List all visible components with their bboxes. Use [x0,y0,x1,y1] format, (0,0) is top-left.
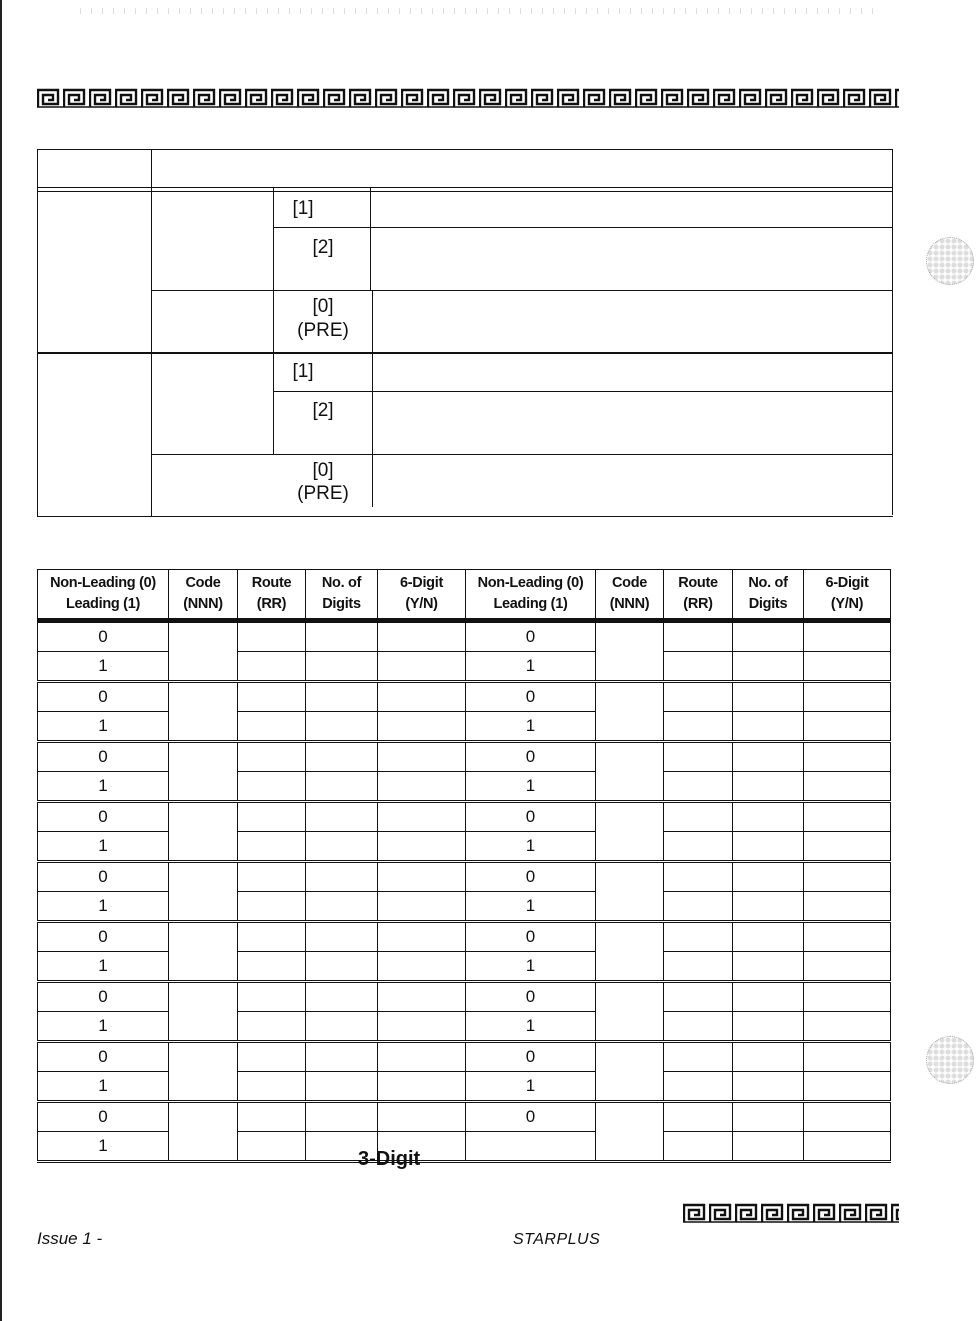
leading-flag-cell: 1 [38,1072,169,1102]
six-digit-entry-cell[interactable] [804,802,891,832]
leading-flag-cell: 1 [466,1012,596,1042]
code-entry-cell[interactable] [596,982,664,1042]
column-header-line1: Route [678,575,718,591]
six-digit-entry-cell[interactable] [378,892,466,922]
route-entry-cell[interactable] [238,892,306,922]
leading-flag-cell: 1 [38,952,169,982]
table-row [38,952,891,982]
code-entry-cell[interactable] [169,1042,238,1102]
six-digit-entry-cell[interactable] [804,952,891,982]
digits-entry-cell[interactable] [733,682,804,712]
route-entry-cell[interactable] [664,862,733,892]
column-header-line1: No. of [748,575,788,591]
table-row [38,892,891,922]
binder-hole-bottom [926,1036,974,1084]
digits-entry-cell[interactable] [733,772,804,802]
digits-entry-cell[interactable] [306,892,378,922]
digits-entry-cell[interactable] [306,682,378,712]
leading-flag-cell: 1 [38,772,169,802]
digits-entry-cell[interactable] [733,802,804,832]
leading-flag-cell: 0 [466,862,596,892]
leading-flag-cell: 0 [38,862,169,892]
table-row [38,712,891,742]
greek-key-border-top [37,88,899,108]
column-header-line1: No. of [321,575,362,591]
code-entry-cell[interactable] [169,922,238,982]
digits-entry-cell[interactable] [733,742,804,772]
digits-entry-cell[interactable] [733,712,804,742]
leading-flag-cell: 0 [466,682,596,712]
section1-option-1: [1] [292,198,314,219]
route-entry-cell[interactable] [664,892,733,922]
code-entry-cell[interactable] [169,1102,238,1162]
column-header [169,570,238,621]
binder-hole-top [926,237,974,285]
route-entry-cell[interactable] [238,1012,306,1042]
digits-entry-cell[interactable] [733,892,804,922]
code-entry-cell[interactable] [596,621,664,682]
code-entry-cell[interactable] [169,982,238,1042]
leading-flag-cell: 0 [38,742,169,772]
route-entry-cell[interactable] [238,952,306,982]
column-header-line2: Leading (1) [493,596,568,612]
digits-entry-cell[interactable] [306,652,378,682]
six-digit-entry-cell[interactable] [378,982,466,1012]
column-header [378,570,466,621]
route-entry-cell[interactable] [664,1072,733,1102]
column-header-line1: Non-Leading (0) [50,575,156,591]
route-entry-cell[interactable] [664,772,733,802]
table-row [38,862,891,892]
leading-flag-cell: 1 [38,1012,169,1042]
six-digit-entry-cell[interactable] [804,712,891,742]
column-header-line2: Leading (1) [65,596,141,612]
column-header-line1: 6-Digit [399,575,443,591]
scan-noise [80,8,880,14]
footer-issue: Issue 1 - [37,1229,103,1248]
six-digit-entry-cell[interactable] [378,742,466,772]
table-row [38,922,891,952]
table-row [38,621,891,652]
digits-entry-cell[interactable] [306,1042,378,1072]
table-row [38,1042,891,1072]
route-entry-cell[interactable] [238,712,306,742]
column-header-line2: (Y/N) [405,596,438,612]
digits-entry-cell[interactable] [306,832,378,862]
six-digit-entry-cell[interactable] [378,621,466,652]
route-entry-cell[interactable] [664,742,733,772]
leading-flag-cell: 0 [466,742,596,772]
table-row [38,1132,891,1162]
table-row [38,772,891,802]
section2-default: (PRE) [297,483,349,504]
route-entry-cell[interactable] [664,1102,733,1132]
six-digit-entry-cell[interactable] [378,1042,466,1072]
column-header-line2: (Y/N) [830,596,864,612]
route-entry-cell[interactable] [664,682,733,712]
six-digit-entry-cell[interactable] [804,772,891,802]
section1-option-2: [2] [312,237,334,258]
six-digit-entry-cell[interactable] [804,1012,891,1042]
six-digit-entry-cell[interactable] [804,1132,891,1162]
code-entry-cell[interactable] [169,862,238,922]
six-digit-entry-cell[interactable] [378,832,466,862]
route-entry-cell[interactable] [238,832,306,862]
route-entry-cell[interactable] [664,982,733,1012]
route-entry-cell[interactable] [664,652,733,682]
column-header-line1: Non-Leading (0) [477,575,584,591]
six-digit-entry-cell[interactable] [804,1042,891,1072]
column-header [664,570,733,621]
column-header [733,570,804,621]
table-row [38,802,891,832]
code-entry-cell[interactable] [596,1042,664,1102]
leading-flag-cell: 1 [38,652,169,682]
digits-entry-cell[interactable] [306,621,378,652]
column-header-line2: Digits [748,596,788,612]
six-digit-entry-cell[interactable] [804,892,891,922]
code-entry-cell[interactable] [169,621,238,682]
leading-flag-cell: 1 [466,772,596,802]
route-entry-cell[interactable] [664,1132,733,1162]
table-row [38,1012,891,1042]
route-entry-cell[interactable] [664,621,733,652]
column-header [804,570,891,621]
section1-option-0: [0] [312,296,334,317]
digits-entry-cell[interactable] [306,802,378,832]
six-digit-entry-cell[interactable] [804,832,891,862]
six-digit-entry-cell[interactable] [378,922,466,952]
column-header [466,570,596,621]
leading-flag-cell: 1 [38,1132,169,1162]
six-digit-entry-cell[interactable] [804,922,891,952]
program-options-table [37,149,893,517]
code-entry-cell[interactable] [596,1102,664,1162]
footer-product: STARPLUS [513,1231,601,1248]
six-digit-entry-cell[interactable] [378,1102,466,1132]
table-row [38,742,891,772]
column-header-line2: (NNN) [183,596,223,612]
leading-flag-cell: 1 [38,832,169,862]
leading-flag-cell: 0 [38,1102,169,1132]
leading-flag-cell: 0 [38,922,169,952]
six-digit-entry-cell[interactable] [378,1012,466,1042]
code-entry-cell[interactable] [596,802,664,862]
leading-flag-cell: 0 [466,922,596,952]
digits-entry-cell[interactable] [733,922,804,952]
digits-entry-cell[interactable] [733,1132,804,1162]
leading-flag-cell: 1 [38,712,169,742]
route-entry-cell[interactable] [238,862,306,892]
column-header-line1: 6-Digit [825,575,869,591]
route-entry-cell[interactable] [238,772,306,802]
digits-entry-cell[interactable] [306,1102,378,1132]
section1-default: (PRE) [297,320,349,341]
leading-flag-cell: 0 [38,982,169,1012]
six-digit-entry-cell[interactable] [378,952,466,982]
route-entry-cell[interactable] [664,712,733,742]
digits-entry-cell[interactable] [733,1012,804,1042]
six-digit-entry-cell[interactable] [804,862,891,892]
table-row [38,1072,891,1102]
column-header-line1: Code [611,575,648,591]
leading-flag-cell: 1 [466,952,596,982]
column-header [306,570,378,621]
greek-key-border-bottom [683,1203,899,1223]
leading-flag-cell: 1 [466,892,596,922]
section2-option-2: [2] [312,400,334,421]
code-entry-cell[interactable] [169,802,238,862]
column-header-line2: (NNN) [609,596,650,612]
column-header [596,570,664,621]
six-digit-entry-cell[interactable] [804,621,891,652]
code-entry-cell[interactable] [169,682,238,742]
six-digit-entry-cell[interactable] [804,1072,891,1102]
six-digit-entry-cell[interactable] [804,682,891,712]
route-entry-cell[interactable] [238,802,306,832]
leading-flag-cell: 1 [466,832,596,862]
code-entry-table [37,569,891,1163]
leading-flag-cell: 1 [38,892,169,922]
leading-flag-cell: 1 [466,1072,596,1102]
six-digit-entry-cell[interactable] [378,682,466,712]
route-entry-cell[interactable] [664,832,733,862]
leading-flag-cell: 0 [466,1042,596,1072]
digits-entry-cell[interactable] [306,922,378,952]
code-entry-cell[interactable] [596,742,664,802]
digits-entry-cell[interactable] [306,952,378,982]
column-header-line2: Digits [322,596,361,612]
leading-flag-cell: 0 [38,1042,169,1072]
route-entry-cell[interactable] [238,922,306,952]
column-header-line2: (RR) [683,596,713,612]
leading-flag-cell: 1 [466,652,596,682]
digits-entry-cell[interactable] [733,621,804,652]
route-entry-cell[interactable] [238,1132,306,1162]
table-row [38,1102,891,1132]
digits-entry-cell[interactable] [306,712,378,742]
route-entry-cell[interactable] [238,982,306,1012]
digits-entry-cell[interactable] [306,742,378,772]
digits-entry-cell[interactable] [733,862,804,892]
leading-flag-cell: 0 [466,621,596,652]
route-entry-cell[interactable] [238,652,306,682]
route-entry-cell[interactable] [238,1072,306,1102]
page-edge [0,0,2,1321]
code-entry-cell[interactable] [596,922,664,982]
code-entry-cell[interactable] [596,862,664,922]
route-entry-cell[interactable] [238,1102,306,1132]
section2-option-0: [0] [312,460,334,481]
six-digit-entry-cell[interactable] [804,982,891,1012]
six-digit-entry-cell[interactable] [804,1102,891,1132]
column-header-line1: Code [185,575,221,591]
digits-entry-cell[interactable] [306,772,378,802]
six-digit-entry-cell[interactable] [804,652,891,682]
table-row [38,832,891,862]
route-entry-cell[interactable] [664,1042,733,1072]
route-entry-cell[interactable] [664,922,733,952]
table-row [38,982,891,1012]
route-entry-cell[interactable] [238,621,306,652]
six-digit-entry-cell[interactable] [378,802,466,832]
digits-entry-cell[interactable] [733,832,804,862]
digits-entry-cell[interactable] [306,1072,378,1102]
digits-entry-cell[interactable] [733,1072,804,1102]
digits-entry-cell[interactable] [306,862,378,892]
six-digit-entry-cell[interactable] [378,772,466,802]
leading-flag-cell: 0 [38,621,169,652]
leading-flag-cell: 0 [38,682,169,712]
digits-entry-cell[interactable] [733,1102,804,1132]
route-entry-cell[interactable] [664,952,733,982]
digits-entry-cell[interactable] [733,952,804,982]
leading-flag-cell [466,1132,596,1162]
code-entry-cell[interactable] [169,742,238,802]
route-entry-cell[interactable] [238,682,306,712]
table-caption: 3-Digit [358,1148,421,1170]
six-digit-entry-cell[interactable] [378,1072,466,1102]
six-digit-entry-cell[interactable] [804,742,891,772]
column-header-line1: Route [251,575,292,591]
route-entry-cell[interactable] [664,802,733,832]
six-digit-entry-cell[interactable] [378,712,466,742]
leading-flag-cell: 0 [466,982,596,1012]
digits-entry-cell[interactable] [306,982,378,1012]
route-entry-cell[interactable] [664,1012,733,1042]
six-digit-entry-cell[interactable] [378,862,466,892]
leading-flag-cell: 0 [466,802,596,832]
column-header [238,570,306,621]
column-header-line2: (RR) [256,596,287,612]
leading-flag-cell: 0 [466,1102,596,1132]
leading-flag-cell: 0 [38,802,169,832]
code-entry-cell[interactable] [596,682,664,742]
table-row [38,652,891,682]
six-digit-entry-cell[interactable] [378,652,466,682]
digits-entry-cell[interactable] [733,982,804,1012]
route-entry-cell[interactable] [238,1042,306,1072]
table-row [38,682,891,712]
digits-entry-cell[interactable] [306,1012,378,1042]
leading-flag-cell: 1 [466,712,596,742]
digits-entry-cell[interactable] [733,1042,804,1072]
digits-entry-cell[interactable] [733,652,804,682]
section2-option-1: [1] [292,361,314,382]
column-header [38,570,169,621]
route-entry-cell[interactable] [238,742,306,772]
